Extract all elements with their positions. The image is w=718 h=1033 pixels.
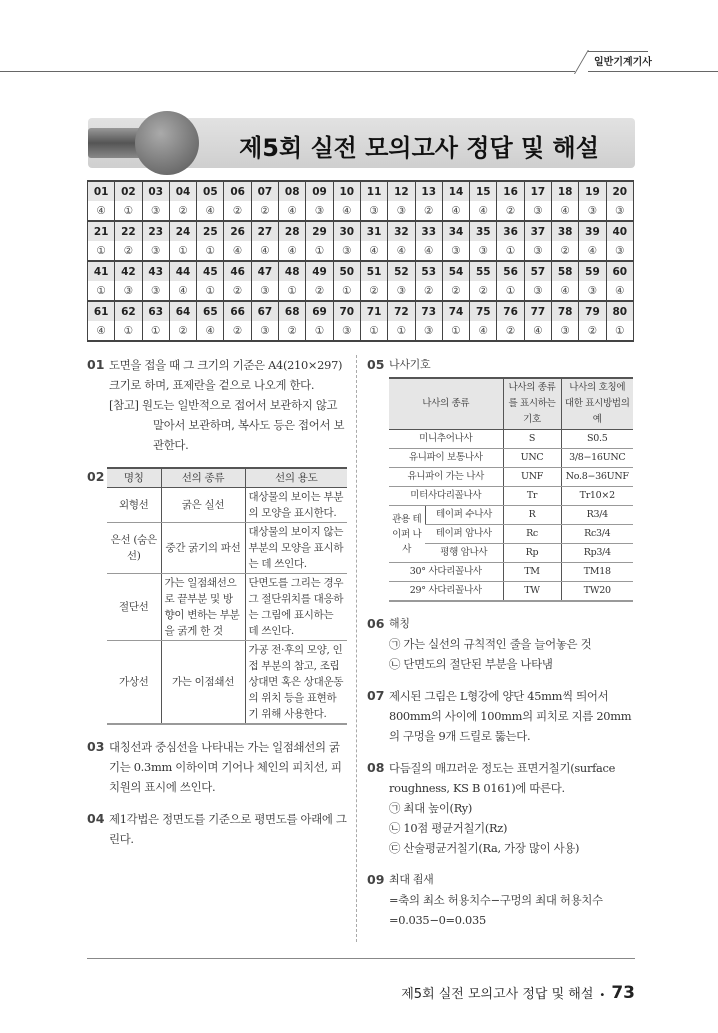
answer-cell: ④: [279, 241, 306, 261]
answer-cell: ②: [415, 201, 442, 221]
answer-cell: ④: [552, 281, 579, 301]
answer-cell: ④: [88, 321, 115, 341]
question-title: 해칭: [389, 617, 410, 630]
question-number-cell: 44: [169, 261, 196, 281]
answer-cell: ④: [169, 281, 196, 301]
answer-cell: ①: [279, 281, 306, 301]
cell: TW: [503, 582, 561, 602]
answer-cell: ①: [88, 281, 115, 301]
question-05: [367, 355, 635, 602]
answer-cell: ③: [306, 201, 333, 221]
table-row: [389, 563, 633, 582]
question-number: 04: [87, 811, 105, 826]
answer-cell: ①: [115, 201, 142, 221]
answer-cell: ①: [606, 321, 633, 341]
cell: TM18: [561, 563, 633, 582]
question-number-cell: 49: [306, 261, 333, 281]
question-number-cell: 51: [360, 261, 387, 281]
explanation-text: 제1각법은 정면도를 기준으로 평면도를 아래에 그린다.: [109, 812, 347, 846]
question-number-cell: 12: [388, 181, 415, 201]
question-number: 02: [87, 469, 105, 484]
question-number-cell: 61: [88, 301, 115, 321]
answer-cell: ②: [279, 321, 306, 341]
answer-cell: ④: [224, 241, 251, 261]
answer-cell: ①: [388, 321, 415, 341]
question-06: [367, 614, 635, 674]
question-number-cell: 45: [197, 261, 224, 281]
question-number-cell: 60: [606, 261, 633, 281]
question-number-cell: 71: [360, 301, 387, 321]
answer-cell: ④: [470, 321, 497, 341]
question-09: [367, 870, 635, 930]
list-item: ㉠ 최대 높이(Ry): [389, 801, 473, 815]
question-number-cell: 05: [197, 181, 224, 201]
question-number-cell: 69: [306, 301, 333, 321]
question-04: [87, 809, 350, 849]
question-number-cell: 04: [169, 181, 196, 201]
answer-cell: ①: [360, 321, 387, 341]
question-number-cell: 25: [197, 221, 224, 241]
answer-cell: ③: [251, 281, 278, 301]
answer-cell: ④: [88, 201, 115, 221]
cell: S0.5: [561, 430, 633, 449]
question-number-cell: 07: [251, 181, 278, 201]
page-title: 제5회 실전 모의고사 정답 및 해설: [239, 134, 599, 162]
cell: 테이퍼 암나사: [425, 525, 503, 544]
column-header: 선의 용도: [245, 468, 347, 488]
question-number-row: [88, 221, 634, 241]
cell: TW20: [561, 582, 633, 602]
answer-cell: ②: [470, 281, 497, 301]
cell: 유니파이 가는 나사: [389, 468, 503, 487]
answer-cell: ③: [470, 241, 497, 261]
answer-cell: ①: [197, 241, 224, 261]
cell: Rc: [503, 525, 561, 544]
cell: Rc3/4: [561, 525, 633, 544]
list-item: ㉡ 단면도의 절단된 부분을 나타냄: [389, 657, 553, 671]
question-number-cell: 67: [251, 301, 278, 321]
answer-cell: ③: [115, 281, 142, 301]
column-header: 나사의 호칭에 대한 표시방법의 예: [561, 378, 633, 430]
thread-symbols-table: [389, 377, 633, 602]
question-number-cell: 13: [415, 181, 442, 201]
question-number-cell: 27: [251, 221, 278, 241]
answer-cell: ②: [552, 241, 579, 261]
question-number-cell: 50: [333, 261, 360, 281]
answer-cell: ①: [497, 281, 524, 301]
cell: UNF: [503, 468, 561, 487]
answer-cell: ①: [169, 241, 196, 261]
cell: 절단선: [107, 574, 161, 641]
question-number-cell: 30: [333, 221, 360, 241]
footer-bullet: •: [599, 990, 606, 1001]
question-number-cell: 40: [606, 221, 633, 241]
explanation-text: 대칭선과 중심선을 나타내는 가는 일점쇄선의 굵기는 0.3mm 이하이며 기어나 체인의 피치선, 피치원의 표시에 쓰인다.: [109, 740, 342, 794]
answer-cell: ②: [169, 321, 196, 341]
right-column: [357, 355, 635, 942]
explanation-columns: [87, 355, 635, 942]
answer-row: [88, 201, 634, 221]
answer-cell: ④: [360, 241, 387, 261]
answer-cell: ②: [497, 201, 524, 221]
answer-cell: ③: [524, 281, 551, 301]
answer-cell: ②: [360, 281, 387, 301]
question-number: 09: [367, 872, 385, 887]
answer-cell: ④: [442, 201, 469, 221]
table-row: [107, 523, 347, 574]
answer-cell: ④: [333, 201, 360, 221]
answer-cell: ①: [306, 321, 333, 341]
answer-cell: ②: [306, 281, 333, 301]
cell: Tr: [503, 487, 561, 506]
answer-cell: ①: [333, 281, 360, 301]
cell: R3/4: [561, 506, 633, 525]
answer-cell: ②: [415, 281, 442, 301]
footer-area: [87, 942, 635, 1033]
answer-cell: ②: [224, 321, 251, 341]
question-number-cell: 32: [388, 221, 415, 241]
answer-cell: ③: [606, 241, 633, 261]
question-number-cell: 65: [197, 301, 224, 321]
table-row: [107, 574, 347, 641]
question-number-cell: 62: [115, 301, 142, 321]
explanation-text: 도면을 접을 때 그 크기의 기준은 A4(210×297) 크기로 하며, 표제란을 겉으로 나오게 한다.: [109, 358, 343, 392]
answer-cell: ②: [224, 281, 251, 301]
column-header: 나사의 종류를 표시하는 기호: [503, 378, 561, 430]
answer-cell: ②: [169, 201, 196, 221]
page-number: 73: [611, 983, 635, 1003]
question-number-cell: 37: [524, 221, 551, 241]
answer-cell: ③: [360, 201, 387, 221]
question-number-cell: 46: [224, 261, 251, 281]
banner-circle-decoration: [135, 111, 199, 175]
answer-cell: ②: [224, 201, 251, 221]
cell: 은선 (숨은선): [107, 523, 161, 574]
answer-cell: ①: [442, 321, 469, 341]
cell: Rp3/4: [561, 544, 633, 563]
question-number-cell: 03: [142, 181, 169, 201]
answer-cell: ③: [606, 201, 633, 221]
question-number-cell: 06: [224, 181, 251, 201]
list-item: ㉢ 산술평균거칠기(Ra, 가장 많이 사용): [389, 841, 580, 855]
question-number-cell: 35: [470, 221, 497, 241]
table-row: [389, 525, 633, 544]
column-header: 명칭: [107, 468, 161, 488]
question-title: 나사기호: [389, 358, 431, 371]
cell: 미니추어나사: [389, 430, 503, 449]
answer-cell: ①: [88, 241, 115, 261]
answer-cell: ①: [497, 241, 524, 261]
cell: 중간 굵기의 파선: [161, 523, 245, 574]
question-number-cell: 20: [606, 181, 633, 201]
answer-row: [88, 281, 634, 301]
question-number-cell: 73: [415, 301, 442, 321]
question-number-cell: 42: [115, 261, 142, 281]
question-number-row: [88, 181, 634, 201]
question-number-cell: 01: [88, 181, 115, 201]
question-number: 07: [367, 688, 385, 703]
cell: No.8−36UNF: [561, 468, 633, 487]
answer-cell: ③: [142, 281, 169, 301]
question-number: 01: [87, 357, 105, 372]
answer-cell: ②: [251, 201, 278, 221]
answer-cell: ④: [552, 201, 579, 221]
answer-cell: ③: [579, 201, 606, 221]
cell: 미터사다리꼴나사: [389, 487, 503, 506]
cell: Tr10×2: [561, 487, 633, 506]
cell: Rp: [503, 544, 561, 563]
cell: 굵은 실선: [161, 488, 245, 523]
answer-cell: ①: [142, 321, 169, 341]
answer-cell: ③: [524, 241, 551, 261]
question-number-cell: 54: [442, 261, 469, 281]
answer-cell: ①: [306, 241, 333, 261]
cell: 평행 암나사: [425, 544, 503, 563]
question-number-cell: 24: [169, 221, 196, 241]
question-number-cell: 33: [415, 221, 442, 241]
question-number-cell: 78: [552, 301, 579, 321]
question-number: 05: [367, 357, 385, 372]
question-number-cell: 47: [251, 261, 278, 281]
answer-cell: ②: [579, 321, 606, 341]
cell: 가공 전·후의 모양, 인접 부분의 참고, 조립상대면 혹은 상대운동의 위치 등을 표현하기 위해 사용한다.: [245, 641, 347, 725]
question-number-cell: 17: [524, 181, 551, 201]
question-number-row: [88, 301, 634, 321]
cell: R: [503, 506, 561, 525]
formula-line: =축의 최소 허용치수−구멍의 최대 허용치수: [389, 893, 603, 907]
column-header: 나사의 종류: [389, 378, 503, 430]
answer-cell: ④: [197, 201, 224, 221]
question-number-cell: 29: [306, 221, 333, 241]
answer-cell: ③: [333, 241, 360, 261]
question-number-cell: 57: [524, 261, 551, 281]
question-07: [367, 686, 635, 746]
answer-row: [88, 321, 634, 341]
answer-cell: ③: [388, 281, 415, 301]
question-number-cell: 74: [442, 301, 469, 321]
answer-cell: ④: [279, 201, 306, 221]
answer-cell: ③: [251, 321, 278, 341]
answer-cell: ②: [497, 321, 524, 341]
table-row: [107, 488, 347, 523]
answer-cell: ③: [579, 281, 606, 301]
answer-cell: ③: [333, 321, 360, 341]
question-number: 08: [367, 760, 385, 775]
cell: 외형선: [107, 488, 161, 523]
table-row: [107, 641, 347, 725]
question-number-cell: 68: [279, 301, 306, 321]
line-types-table: [107, 467, 347, 725]
header-rule-slash: [574, 50, 589, 74]
header-rule: [0, 71, 575, 72]
cell: 가는 이점쇄선: [161, 641, 245, 725]
answer-cell: ④: [579, 241, 606, 261]
answer-cell: ④: [388, 241, 415, 261]
answer-cell: ④: [606, 281, 633, 301]
question-number-cell: 72: [388, 301, 415, 321]
table-row: [389, 449, 633, 468]
question-number-cell: 43: [142, 261, 169, 281]
answer-cell: ③: [142, 201, 169, 221]
question-number-cell: 21: [88, 221, 115, 241]
question-number-cell: 09: [306, 181, 333, 201]
answer-row: [88, 241, 634, 261]
question-number-cell: 38: [552, 221, 579, 241]
question-title: 최대 죔새: [389, 873, 434, 886]
question-number-cell: 02: [115, 181, 142, 201]
header-rule: [588, 51, 648, 52]
question-number-cell: 18: [552, 181, 579, 201]
question-number-cell: 23: [142, 221, 169, 241]
table-row: [389, 430, 633, 449]
question-number-cell: 36: [497, 221, 524, 241]
question-number-cell: 52: [388, 261, 415, 281]
question-number-cell: 79: [579, 301, 606, 321]
list-item: ㉡ 10점 평균거칠기(Rz): [389, 821, 508, 835]
question-01: [87, 355, 350, 455]
question-number-cell: 63: [142, 301, 169, 321]
question-08: [367, 758, 635, 858]
cell: 가상선: [107, 641, 161, 725]
answer-cell: ③: [524, 201, 551, 221]
question-number-cell: 08: [279, 181, 306, 201]
list-item: ㉠ 가는 실선의 규칙적인 줄을 늘어놓은 것: [389, 637, 592, 651]
series-label: 일반기계기사: [594, 57, 652, 68]
answer-cell: ③: [552, 321, 579, 341]
reference-note: [참고] 원도는 일반적으로 접어서 보관하지 않고 말아서 보관하며, 복사도 등은 접어서 보관한다.: [109, 398, 345, 452]
question-number-cell: 16: [497, 181, 524, 201]
cell: 가는 일점쇄선으로 끝부분 및 방향이 변하는 부분을 굵게 한 것: [161, 574, 245, 641]
explanation-text: 다듬질의 매끄러운 정도는 표면거칠기(surface roughness, KS B 0161)에 따른다.: [389, 761, 616, 795]
answer-cell: ③: [415, 321, 442, 341]
answer-cell: ③: [142, 241, 169, 261]
question-number-cell: 15: [470, 181, 497, 201]
answer-cell: ④: [415, 241, 442, 261]
question-number-cell: 66: [224, 301, 251, 321]
question-number-cell: 76: [497, 301, 524, 321]
explanations: [87, 355, 635, 1033]
table-row: [389, 468, 633, 487]
question-number-row: [88, 261, 634, 281]
answer-cell: ④: [197, 321, 224, 341]
question-number-cell: 19: [579, 181, 606, 201]
question-number-cell: 14: [442, 181, 469, 201]
cell: 테이퍼 수나사: [425, 506, 503, 525]
table-row: [389, 487, 633, 506]
formula-line: =0.035−0=0.035: [389, 913, 486, 927]
question-number-cell: 80: [606, 301, 633, 321]
explanation-text: 제시된 그림은 L형강에 양단 45mm씩 띄어서 800mm의 사이에 100mm의 피치로 지름 20mm의 구멍을 9개 드릴로 뚫는다.: [389, 689, 632, 743]
question-number-cell: 31: [360, 221, 387, 241]
table-row: [389, 544, 633, 563]
question-number-cell: 39: [579, 221, 606, 241]
question-number-cell: 26: [224, 221, 251, 241]
answer-table: [87, 180, 634, 342]
cell: 29° 사다리꼴나사: [389, 582, 503, 602]
footer: [87, 959, 635, 1033]
question-02: [87, 467, 350, 725]
answer-cell: ②: [115, 241, 142, 261]
answer-cell: ④: [251, 241, 278, 261]
answer-cell: ①: [197, 281, 224, 301]
answer-cell: ④: [470, 201, 497, 221]
footer-title: 제5회 실전 모의고사 정답 및 해설: [401, 987, 594, 1002]
cell: S: [503, 430, 561, 449]
question-number-cell: 11: [360, 181, 387, 201]
answer-cell: ④: [524, 321, 551, 341]
question-number-cell: 59: [579, 261, 606, 281]
answer-cell: ③: [442, 241, 469, 261]
question-number-cell: 75: [470, 301, 497, 321]
table-row: [389, 582, 633, 602]
cell: 30° 사다리꼴나사: [389, 563, 503, 582]
left-column: [87, 355, 357, 942]
question-number-cell: 10: [333, 181, 360, 201]
header-rule: [588, 71, 718, 72]
answer-cell: ③: [388, 201, 415, 221]
question-number-cell: 64: [169, 301, 196, 321]
group-cell: 관용 테이퍼 나사: [389, 506, 425, 563]
question-number-cell: 48: [279, 261, 306, 281]
cell: TM: [503, 563, 561, 582]
cell: 3/8−16UNC: [561, 449, 633, 468]
question-number-cell: 55: [470, 261, 497, 281]
question-number-cell: 77: [524, 301, 551, 321]
cell: UNC: [503, 449, 561, 468]
question-number-cell: 70: [333, 301, 360, 321]
answer-cell: ②: [442, 281, 469, 301]
question-number-cell: 56: [497, 261, 524, 281]
cell: 대상물의 보이는 부분의 모양을 표시한다.: [245, 488, 347, 523]
cell: 대상물의 보이지 않는 부분의 모양을 표시하는 데 쓰인다.: [245, 523, 347, 574]
cell: 단면도를 그리는 경우 그 절단위치를 대응하는 그림에 표시하는 데 쓰인다.: [245, 574, 347, 641]
table-row: [389, 506, 633, 525]
question-03: [87, 737, 350, 797]
question-number: 06: [367, 616, 385, 631]
question-number-cell: 41: [88, 261, 115, 281]
column-header: 선의 종류: [161, 468, 245, 488]
answer-cell: ①: [115, 321, 142, 341]
question-number: 03: [87, 739, 105, 754]
question-number-cell: 34: [442, 221, 469, 241]
question-number-cell: 53: [415, 261, 442, 281]
question-number-cell: 28: [279, 221, 306, 241]
cell: 유니파이 보통나사: [389, 449, 503, 468]
question-number-cell: 22: [115, 221, 142, 241]
question-number-cell: 58: [552, 261, 579, 281]
